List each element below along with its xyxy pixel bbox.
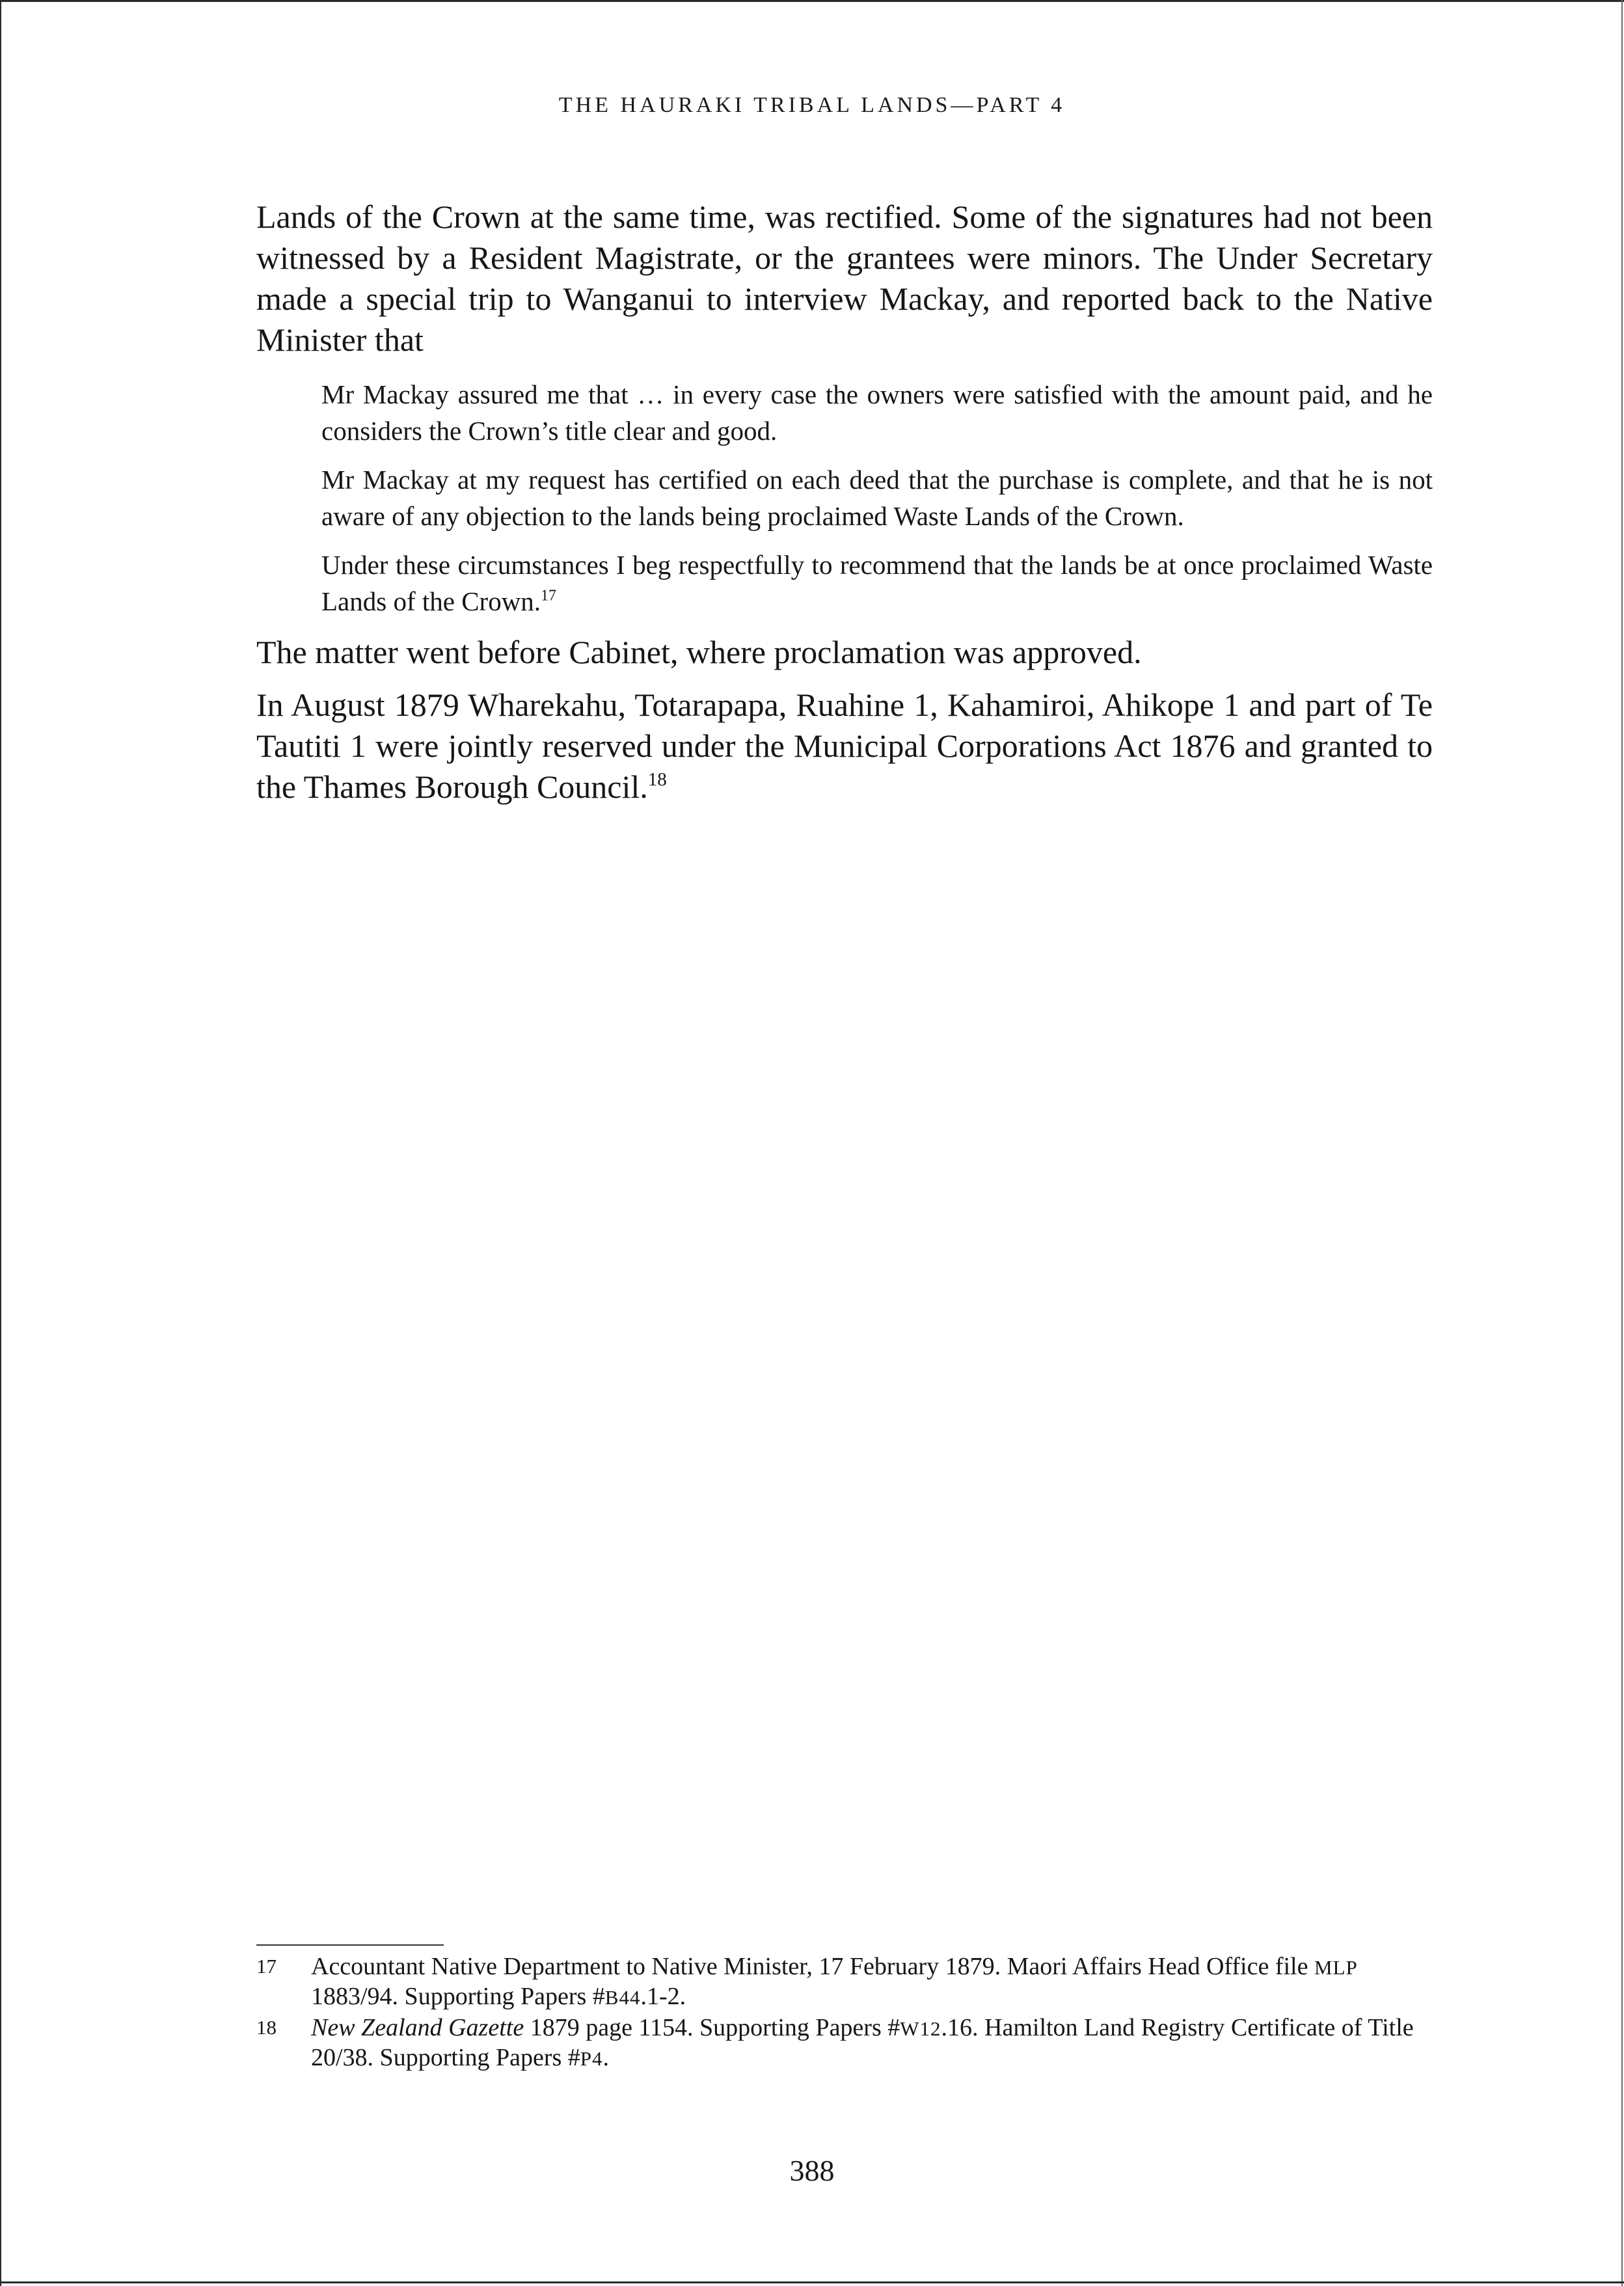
footnote-smallcaps: P4 bbox=[580, 2047, 603, 2070]
footnote-text: . bbox=[602, 2044, 610, 2071]
block-quote bbox=[321, 376, 1433, 619]
body-paragraph bbox=[256, 685, 1433, 808]
scan-border-left bbox=[0, 0, 1, 2286]
footnote-smallcaps: B44 bbox=[604, 1986, 641, 2009]
quote-paragraph bbox=[321, 547, 1433, 619]
footnote-text: 1883/94. Supporting Papers # bbox=[311, 1983, 605, 2010]
footnotes bbox=[256, 1952, 1433, 2075]
footnote-text: .1-2. bbox=[640, 1983, 686, 2010]
footnote-18 bbox=[256, 2013, 1433, 2073]
body-paragraph: The matter went before Cabinet, where proclamation was approved. bbox=[256, 634, 1142, 670]
page-number: 388 bbox=[789, 2154, 835, 2187]
footnote-text: 1879 page 1154. Supporting Papers # bbox=[524, 2014, 900, 2041]
scan-border-right bbox=[1621, 0, 1623, 2286]
body-paragraph: Lands of the Crown at the same time, was rectified. Some of the signatures had not been witnessed by a Resident Magistrate, or the grantees were minors. The Under Secretary made a special trip to Wanganui to interview Mackay, and reported back to the Native Minister that bbox=[256, 198, 1433, 358]
footnote-smallcaps: W12 bbox=[900, 2017, 941, 2040]
footnote-text: .16. Hamilton Land Registry Certificate of Title 20/38. Supporting Papers # bbox=[311, 2014, 1414, 2071]
footnote-italic-title: New Zealand Gazette bbox=[311, 2014, 524, 2041]
footnote-separator bbox=[256, 1944, 444, 1946]
footnote-number: 18 bbox=[256, 2016, 277, 2039]
quote-paragraph-text: Under these circumstances I beg respectfully to recommend that the lands be at once proclaimed Waste Lands of the Crown. bbox=[321, 550, 1433, 616]
running-head: THE HAURAKI TRIBAL LANDS—PART 4 bbox=[558, 93, 1066, 117]
footnote-reference: 17 bbox=[541, 587, 556, 605]
body-paragraph-text: In August 1879 Wharekahu, Totarapapa, Ruahine 1, Kahamiroi, Ahikope 1 and part of Te Tautiti 1 were jointly reserved under the Municipal Corporations Act 1876 and granted to the Thames Borough Council. bbox=[256, 687, 1433, 805]
scan-border-top bbox=[0, 0, 1624, 2]
scan-border-bottom bbox=[0, 2281, 1624, 2283]
footnote-smallcaps: MLP bbox=[1314, 1956, 1358, 1979]
footnote-17 bbox=[256, 1952, 1433, 2012]
quote-paragraph: Mr Mackay assured me that … in every case the owners were satisfied with the amount paid, and he considers the Crown’s title clear and good. bbox=[321, 379, 1433, 446]
main-text bbox=[256, 197, 1433, 808]
footnote-text: Accountant Native Department to Native Minister, 17 February 1879. Maori Affairs Head Office file bbox=[311, 1953, 1314, 1980]
footnote-number: 17 bbox=[256, 1955, 277, 1978]
footnote-reference: 18 bbox=[647, 769, 667, 791]
quote-paragraph: Mr Mackay at my request has certified on each deed that the purchase is complete, and that he is not aware of any objection to the lands being proclaimed Waste Lands of the Crown. bbox=[321, 465, 1433, 531]
